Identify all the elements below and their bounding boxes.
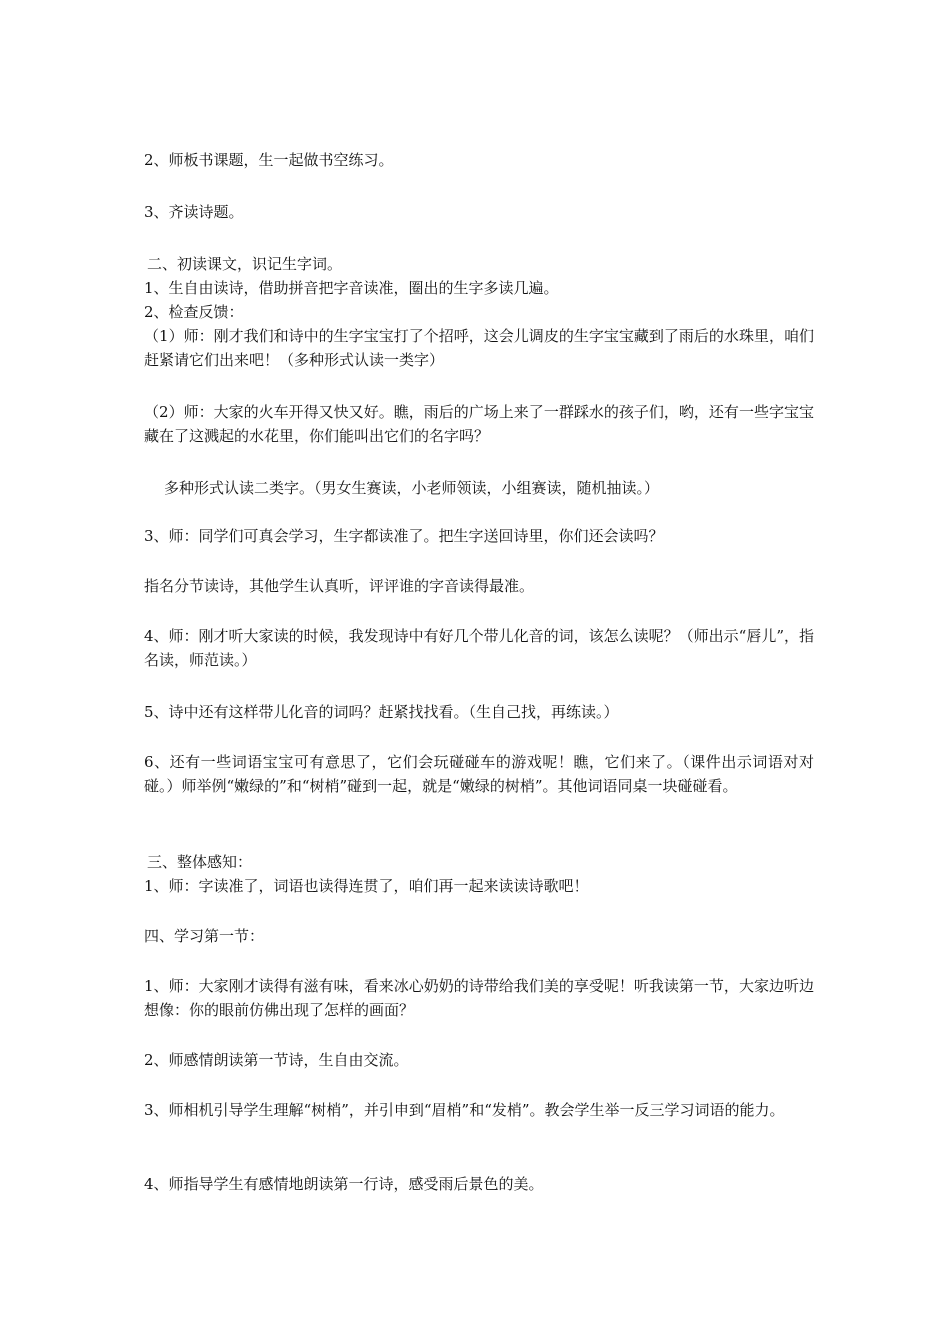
paragraph-free-reading: 1、生自由读诗，借助拼音把字音读准，圈出的生字多读几遍。: [144, 279, 559, 297]
paragraph-first-section-2: 2、师感情朗读第一节诗，生自由交流。: [144, 1051, 409, 1069]
section-heading-first-section: 四、学习第一节：: [144, 927, 265, 945]
paragraph-first-section-1: 1、师：大家刚才读得有滋有味，看来冰心奶奶的诗带给我们美的享受呢！听我读第一节，大家边听边想像：你的眼前仿佛出现了怎样的画面？: [144, 977, 814, 1019]
paragraph-feedback-2: （2）师：大家的火车开得又快又好。瞧，雨后的广场上来了一群踩水的孩子们，哟，还有一些字宝宝藏在了这溅起的水花里，你们能叫出它们的名字吗？: [144, 403, 814, 445]
paragraph-check-feedback: 2、检查反馈：: [144, 303, 244, 321]
section-heading-overall: 三、整体感知：: [147, 853, 253, 871]
paragraph-teacher-3: 3、师：同学们可真会学习，生字都读准了。把生字送回诗里，你们还会读吗？: [144, 527, 664, 545]
paragraph-teacher-4: 4、师：刚才听大家读的时候，我发现诗中有好几个带儿化音的词，该怎么读呢？（师出示“唇儿”，指名读，师范读。）: [144, 627, 814, 669]
paragraph-first-section-3: 3、师相机引导学生理解“树梢”，并引申到“眉梢”和“发梢”。教会学生举一反三学习词语的能力。: [144, 1101, 785, 1119]
paragraph-overall-1: 1、师：字读准了，词语也读得连贯了，咱们再一起来读读诗歌吧！: [144, 877, 589, 895]
paragraph-read-title: 3、齐读诗题。: [144, 203, 244, 221]
paragraph-feedback-1: （1）师：刚才我们和诗中的生字宝宝打了个招呼，这会儿调皮的生字宝宝藏到了雨后的水珠里，咱们赶紧请它们出来吧！（多种形式认读一类字）: [144, 327, 814, 369]
paragraph-reading-forms: 多种形式认读二类字。（男女生赛读，小老师领读，小组赛读，随机抽读。）: [164, 479, 660, 497]
paragraph-section-reading: 指名分节读诗，其他学生认真听，评评谁的字音读得最准。: [144, 577, 535, 595]
paragraph-first-section-4: 4、师指导学生有感情地朗读第一行诗，感受雨后景色的美。: [144, 1175, 544, 1193]
section-heading-initial-reading: 二、初读课文，识记生字词。: [147, 255, 343, 273]
paragraph-item-5: 5、诗中还有这样带儿化音的词吗？赶紧找找看。（生自己找，再练读。）: [144, 703, 619, 721]
paragraph-item-6: 6、还有一些词语宝宝可有意思了，它们会玩碰碰车的游戏呢！瞧，它们来了。（课件出示词语对对碰。）师举例“嫩绿的”和“树梢”碰到一起，就是“嫩绿的树梢”。其他词语同桌一块碰碰看。: [144, 753, 814, 795]
paragraph-board-title: 2、师板书课题，生一起做书空练习。: [144, 151, 394, 169]
